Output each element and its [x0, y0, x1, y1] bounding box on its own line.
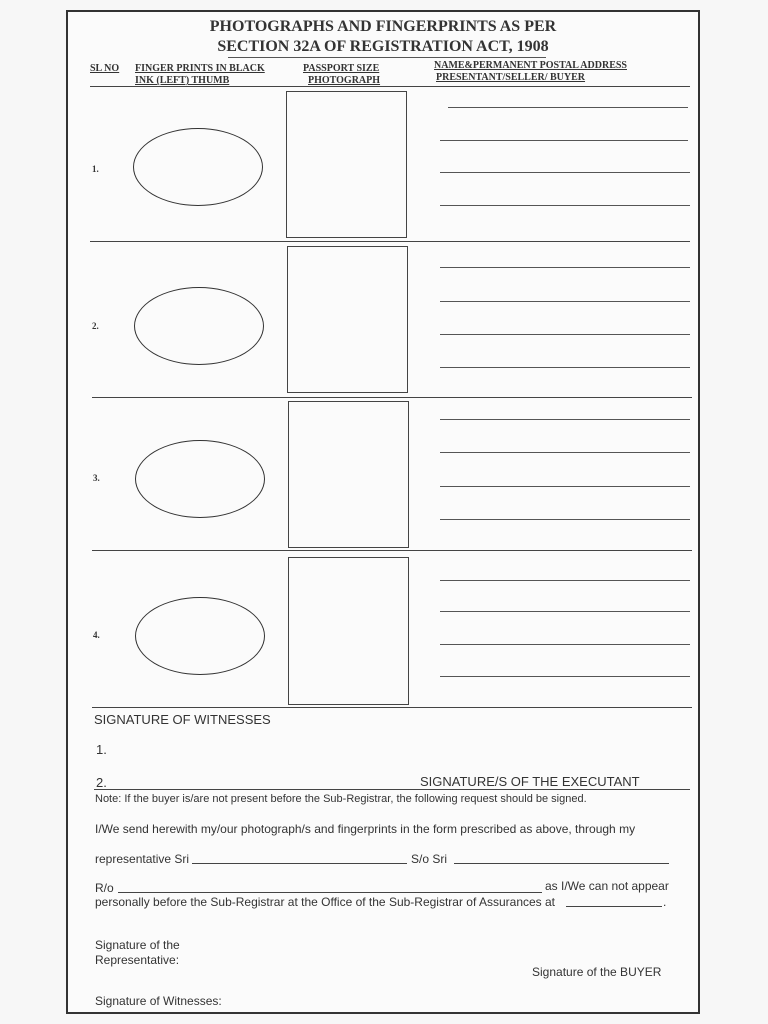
header-sl-no: SL NO — [90, 63, 120, 74]
address-line[interactable] — [440, 644, 690, 645]
resident-address-field[interactable] — [118, 892, 542, 893]
note-text: Note: If the buyer is/are not present before the Sub-Registrar, the following request should be signed. — [95, 793, 587, 805]
thumbprint-oval[interactable] — [135, 597, 265, 675]
photo-box[interactable] — [286, 91, 407, 238]
address-line[interactable] — [440, 419, 690, 420]
resident-of-label: R/o — [95, 881, 114, 895]
row-divider — [92, 550, 692, 551]
witness-number-2: 2. — [96, 775, 107, 790]
address-line[interactable] — [440, 611, 690, 612]
appear-text: as I/We can not appear — [545, 879, 669, 893]
header-photo-line1: PASSPORT SIZE — [303, 63, 380, 74]
witness-number-1: 1. — [96, 742, 107, 757]
address-line[interactable] — [440, 334, 690, 335]
address-line[interactable] — [440, 519, 690, 520]
period: . — [663, 895, 667, 909]
personally-text: personally before the Sub-Registrar at the Office of the Sub-Registrar of Assurances at — [95, 895, 556, 909]
form-title-line1: PHOTOGRAPHS AND FINGERPRINTS AS PER — [209, 18, 557, 35]
thumbprint-oval[interactable] — [133, 128, 263, 206]
row-divider — [92, 707, 692, 708]
address-line[interactable] — [440, 172, 690, 173]
son-of-label: S/o Sri — [411, 852, 448, 866]
address-line[interactable] — [440, 140, 688, 141]
address-line[interactable] — [440, 676, 690, 677]
header-photo-line2: PHOTOGRAPH — [308, 75, 381, 86]
row-number: 3. — [93, 473, 100, 483]
executant-signature-label: SIGNATURE/S OF THE EXECUTANT — [420, 774, 640, 789]
header-address-line1: NAME&PERMANENT POSTAL ADDRESS — [434, 60, 627, 71]
address-line[interactable] — [440, 267, 690, 268]
address-line[interactable] — [440, 301, 690, 302]
address-line[interactable] — [440, 580, 690, 581]
row-number: 1. — [92, 164, 99, 174]
buyer-signature-label: Signature of the BUYER — [532, 965, 662, 979]
row-divider — [90, 241, 690, 242]
header-fingerprint-line1: FINGER PRINTS IN BLACK — [135, 63, 265, 74]
header-rule — [90, 86, 690, 87]
witness-signature-line[interactable] — [94, 789, 690, 790]
representative-label: representative Sri — [95, 852, 190, 866]
address-line[interactable] — [440, 452, 690, 453]
witnesses-heading: SIGNATURE OF WITNESSES — [94, 712, 271, 727]
son-of-name-field[interactable] — [454, 863, 669, 864]
row-divider — [92, 397, 692, 398]
send-text: I/We send herewith my/our photograph/s and fingerprints in the form prescribed as above, through my — [95, 822, 636, 836]
registration-form-sheet — [66, 10, 700, 1014]
representative-name-field[interactable] — [192, 863, 407, 864]
thumbprint-oval[interactable] — [135, 440, 265, 518]
form-title-line2: SECTION 32A OF REGISTRATION ACT, 1908 — [217, 38, 549, 55]
address-line[interactable] — [440, 367, 690, 368]
row-number: 4. — [93, 630, 100, 640]
representative-signature-label-line2: Representative: — [95, 953, 180, 967]
photo-box[interactable] — [288, 401, 409, 548]
representative-signature-label-line1: Signature of the — [95, 938, 180, 952]
row-number: 2. — [92, 321, 99, 331]
sub-registrar-office-field[interactable] — [566, 906, 662, 907]
title-underline — [228, 57, 546, 58]
witnesses-signature-label: Signature of Witnesses: — [95, 994, 222, 1008]
header-address-line2: PRESENTANT/SELLER/ BUYER — [436, 72, 586, 83]
header-fingerprint-line2: INK (LEFT) THUMB — [135, 75, 230, 86]
thumbprint-oval[interactable] — [134, 287, 264, 365]
address-line[interactable] — [448, 107, 688, 108]
photo-box[interactable] — [287, 246, 408, 393]
photo-box[interactable] — [288, 557, 409, 705]
address-line[interactable] — [440, 205, 690, 206]
address-line[interactable] — [440, 486, 690, 487]
